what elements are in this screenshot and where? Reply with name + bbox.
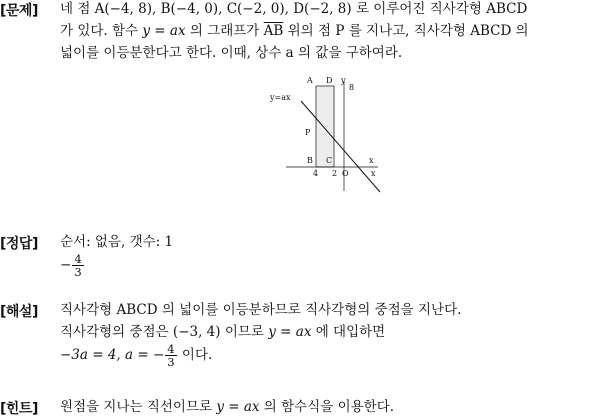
segment-ab: $\overline{AB}$ [263,23,284,39]
answer-denominator: 3 [74,265,82,279]
solution-numerator: 4 [167,342,175,356]
problem-line-2-text-b: 의 그래프가 [185,23,264,39]
problem-line-2-text-a: 가 있다. 함수 [60,23,143,39]
solution-midpoint: (−3, 4) [172,324,221,340]
label-line-y-ax: y=ax [270,93,291,102]
solution-line-2-text-a: 직사각형의 중점은 [60,324,173,340]
problem-line-3: 넓이를 이등분한다고 한다. 이때, 상수 a 의 값을 구하여라. [60,45,403,61]
problem-line-2 [60,20,586,42]
graph-figure [262,73,392,205]
answer-numerator: 4 [74,252,82,266]
label-p: P [305,128,311,137]
problem-label: [문제] [0,3,38,19]
label-y-axis: y [341,76,346,85]
hint-text-b: 의 함수식을 이용한다. [259,399,395,415]
line-y-ax [301,101,380,192]
solution-body [60,299,586,373]
answer-body [60,231,586,283]
label-x-axis: x [369,156,374,165]
solution-line-3 [60,343,586,373]
answer-sign: − [60,257,72,273]
hint-function: y = ax [216,399,260,415]
label-x-axis-lower: x [371,169,376,178]
solution-line-2-text-b: 이므로 [220,324,269,340]
label-x-tick-2: 2 [332,169,338,178]
solution-label: [해설] [0,304,38,320]
solution-line-2-text-c: 에 대입하면 [311,324,386,340]
label-origin: O [342,169,349,178]
answer-line-1: 순서: 없음, 갯수: 1 [60,234,174,250]
label-d: D [326,76,333,85]
hint-line-1 [60,396,586,418]
label-y-tick-8: 8 [349,83,355,92]
graph-svg [262,73,392,201]
solution-line-3-text: 이다. [177,347,213,363]
hint-label: [힌트] [0,401,38,417]
solution-denominator: 3 [167,355,175,369]
label-c: C [326,156,333,165]
solution-equation: −3a = 4, a = − [60,347,165,363]
solution-line-2 [60,321,586,343]
solution-function: y = ax [268,324,312,340]
label-a: A [307,76,313,85]
problem-line-2-text-c: 위의 점 P 를 지나고, 직사각형 ABCD 의 [283,23,529,39]
problem-body [60,0,586,64]
answer-line-2 [60,253,586,283]
solution-fraction [165,343,176,368]
problem-function: y = ax [142,23,186,39]
label-b: B [307,156,313,165]
solution-line-1: 직사각형 ABCD 의 넓이를 이등분하므로 직사각형의 중점을 지난다. [60,302,462,318]
label-x-tick-4: 4 [313,169,319,178]
answer-fraction [72,253,83,278]
hint-text-a: 원점을 지나는 직선이므로 [60,399,217,415]
problem-line-1: 네 점 A(−4, 8), B(−4, 0), C(−2, 0), D(−2, 8) 로 이루어진 직사각형 ABCD [60,1,528,17]
answer-label: [정답] [0,236,38,252]
rectangle-abcd [316,86,334,167]
hint-body [60,396,586,418]
